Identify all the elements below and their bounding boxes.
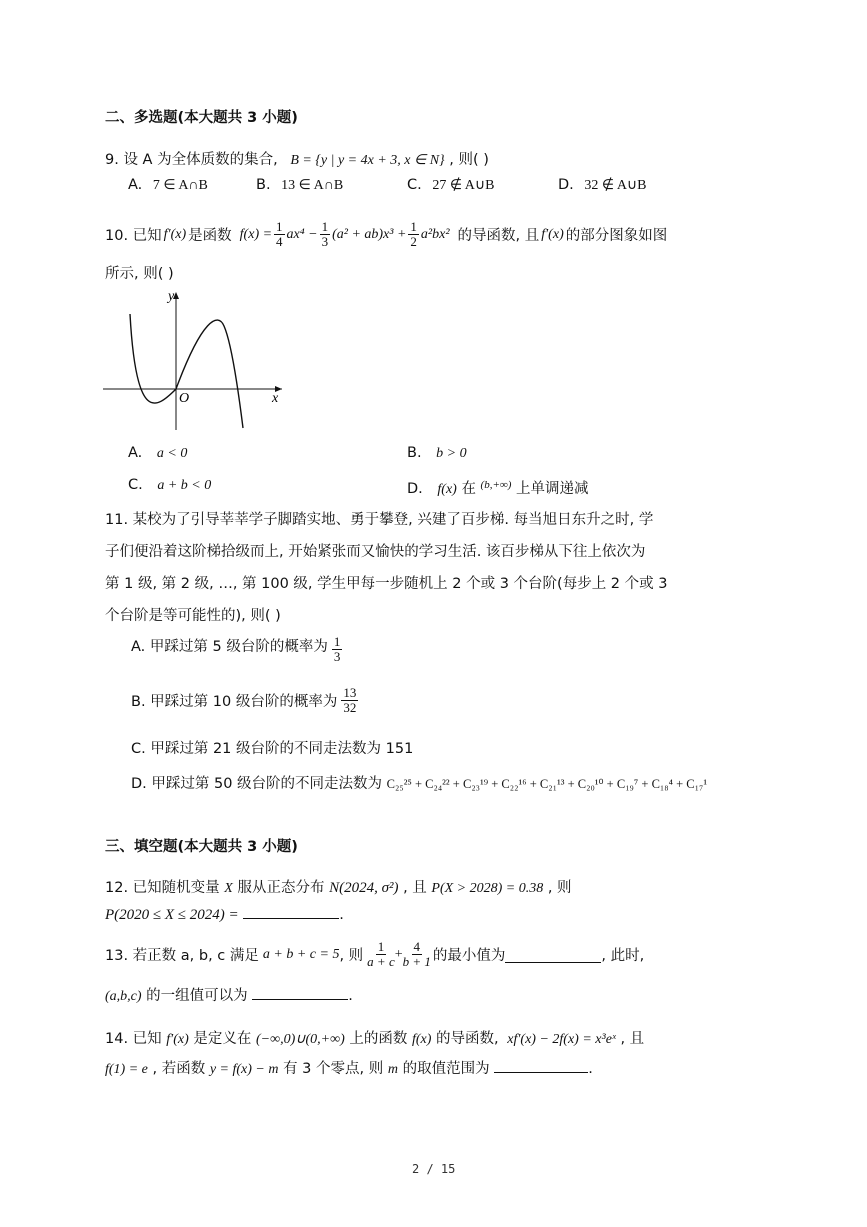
q13-p4: , 此时, (601, 948, 645, 964)
q14-end: . (588, 1061, 593, 1077)
q10-fprime: f′(x) (163, 226, 187, 242)
q9-option-a-expr: 7 ∈ A∩B (152, 178, 208, 193)
q10-frac-3-num: 1 (410, 219, 417, 234)
page-number: 2 / 15 (412, 1162, 456, 1176)
q9-option-d (558, 177, 647, 194)
q10-option-a (128, 445, 187, 462)
q13-line-2 (105, 984, 353, 1005)
q13-line2-text: 的一组值可以为 (146, 988, 248, 1004)
q11-line-3: 第 1 级, 第 2 级, …, 第 100 级, 学生甲每一步随机上 2 个或 3 个台阶(每步上 2 个或 3 (105, 576, 668, 592)
q11-option-b (131, 686, 358, 715)
q12-p1: 12. 已知随机变量 (105, 880, 220, 896)
q11-option-b-text: B. 甲踩过第 10 级台阶的概率为 (131, 694, 338, 710)
q11-option-a-den: 3 (333, 649, 341, 664)
q14-fx: f(x) (411, 1032, 432, 1047)
q13-p1: 13. 若正数 a, b, c 满足 (105, 948, 259, 964)
q9-option-c (407, 177, 494, 194)
q10-option-c (128, 477, 211, 494)
q12-expr: P(2020 ≤ X ≤ 2024) = (105, 907, 239, 923)
q10-derivative-graph (100, 284, 290, 434)
q9-option-c-expr: 27 ∉ A∪B (432, 178, 495, 193)
q13-frac-2 (403, 940, 431, 969)
q9-option-b-expr: 13 ∈ A∩B (281, 178, 344, 193)
q10-frac-2-den: 3 (321, 234, 329, 249)
q10-option-d-label: D. (407, 481, 423, 497)
q14-range-blank[interactable] (494, 1072, 588, 1073)
q14-line2-p3: 的取值范围为 (402, 1061, 490, 1077)
q13-min-blank[interactable] (505, 946, 601, 963)
q10-option-d-interval: (b,+∞) (480, 479, 512, 491)
q14-line-2 (105, 1057, 593, 1078)
q13-frac-2-den: b + 1 (402, 954, 431, 969)
q11-line-4: 个台阶是等可能性的), 则( ) (105, 608, 281, 624)
q13-line-1 (105, 940, 644, 969)
q10-suffix: 的导函数, 且 (457, 228, 540, 244)
q14-p4: 的导函数, (436, 1031, 499, 1047)
q10-fprime-2: f′(x) (541, 226, 564, 242)
q13-tuple-blank[interactable] (252, 999, 348, 1000)
q11-option-c: C. 甲踩过第 21 级台阶的不同走法数为 151 (131, 741, 414, 757)
q12-p4: , 则 (547, 880, 572, 896)
q14-p2: 是定义在 (193, 1031, 252, 1047)
q10-option-b-label: B. (407, 445, 422, 461)
q9-option-a (128, 177, 208, 194)
q9-stem (105, 148, 489, 169)
q11-option-d-expr: C₂₅²⁵ + C₂₄²² + C₂₃¹⁹ + C₂₂¹⁶ + C₂₁¹³ + C₂₀¹⁰ + C₁₉⁷ + C₁₈⁴ + C₁₇¹ (386, 777, 708, 791)
q10-option-a-expr: a < 0 (156, 446, 188, 461)
q11-option-a-text: A. 甲踩过第 5 级台阶的概率为 (131, 639, 328, 655)
q9-option-d-expr: 32 ∉ A∪B (584, 178, 647, 193)
q13-tuple: (a,b,c) (105, 989, 142, 1004)
q14-eq: xf′(x) − 2f(x) = x³eˣ (507, 1032, 616, 1047)
q9-option-a-label: A. (128, 177, 143, 193)
q9-option-c-label: C. (407, 177, 422, 193)
q13-p2: , 则 (339, 948, 364, 964)
q10-prefix: 10. 已知 (105, 228, 162, 244)
q10-func-term2: (a² + ab)x³ + (332, 226, 407, 242)
q11-option-d (131, 772, 707, 793)
q9-tail: , 则( ) (449, 152, 489, 168)
q9-stem-text: 9. 设 A 为全体质数的集合, (105, 152, 278, 168)
q10-func-term1: ax⁴ − (286, 226, 318, 242)
q10-frac-2 (320, 220, 331, 249)
q10-option-d-fx: f(x) (437, 482, 457, 497)
q9-option-b-label: B. (256, 177, 271, 193)
q14-m: m (387, 1062, 398, 1077)
q10-frac-2-num: 1 (321, 219, 329, 234)
q11-option-b-num: 13 (343, 685, 357, 700)
q12-p3: , 且 (403, 880, 427, 896)
q13-cond: a + b + c = 5 (262, 946, 340, 962)
q10-func-lhs: f(x) = (239, 226, 273, 242)
q13-plus: + (394, 946, 403, 962)
q13-frac-1-den: a + c (367, 954, 395, 969)
q14-fprime: f′(x) (166, 1032, 189, 1047)
q10-mid: 是函数 (188, 228, 232, 244)
q11-option-a-frac (332, 635, 343, 664)
q14-line2-p1: , 若函数 (152, 1061, 206, 1077)
section-title-fill-blank: 三、填空题(本大题共 3 小题) (105, 839, 298, 855)
section-title-multi-choice: 二、多选题(本大题共 3 小题) (105, 110, 298, 126)
q12-line-1 (105, 876, 572, 897)
q9-option-b (256, 177, 343, 194)
q13-frac-1 (367, 940, 395, 969)
q9-option-d-label: D. (558, 177, 574, 193)
y-axis-label: y (168, 289, 175, 304)
q12-var: X (224, 881, 233, 896)
q14-domain: (−∞,0)∪(0,+∞) (256, 1032, 345, 1047)
q10-suffix2: 的部分图象如图 (565, 228, 668, 244)
q10-frac-3-den: 2 (410, 234, 417, 249)
q10-option-c-label: C. (128, 477, 143, 493)
q10-option-b (407, 445, 467, 462)
q14-line-1 (105, 1027, 644, 1048)
q14-p3: 上的函数 (349, 1031, 408, 1047)
q14-func: y = f(x) − m (209, 1062, 279, 1077)
q10-frac-1 (274, 220, 285, 249)
q14-cond: f(1) = e (105, 1062, 148, 1077)
q10-option-b-expr: b > 0 (436, 446, 467, 461)
origin-label: O (179, 391, 190, 406)
q10-option-d-tail: 上单调递减 (516, 481, 589, 497)
q10-option-a-label: A. (128, 445, 143, 461)
q11-option-a-num: 1 (333, 634, 341, 649)
q12-answer-blank[interactable] (243, 918, 339, 919)
q11-line-2: 子们便沿着这阶梯拾级而上, 开始紧张而又愉快的学习生活. 该百步梯从下往上依次为 (105, 544, 646, 560)
q10-frac-1-den: 4 (276, 234, 283, 249)
q10-line2: 所示, 则( ) (105, 266, 174, 282)
q10-option-d (407, 477, 589, 498)
q12-end: . (339, 907, 344, 923)
q10-frac-1-num: 1 (276, 219, 283, 234)
q9-set-b: B = {y | y = 4x + 3, x ∈ N} (290, 153, 445, 168)
q10-option-c-expr: a + b < 0 (157, 478, 212, 493)
q10-option-d-mid: 在 (461, 481, 476, 497)
q13-p3: 的最小值为 (432, 948, 506, 964)
q12-cond: P(X > 2028) = 0.38 (431, 881, 544, 896)
fprime-curve (130, 314, 243, 428)
x-axis-label: x (272, 391, 279, 406)
q10-func-term3: a²bx² (420, 226, 450, 242)
q13-frac-1-num: 1 (377, 939, 385, 954)
q12-line-2 (105, 907, 344, 924)
q14-p5: , 且 (620, 1031, 645, 1047)
q11-option-d-text: D. 甲踩过第 50 级台阶的不同走法数为 (131, 776, 383, 792)
q14-p1: 14. 已知 (105, 1031, 162, 1047)
q11-line-1: 11. 某校为了引导莘莘学子脚踏实地、勇于攀登, 兴建了百步梯. 每当旭日东升之时, 学 (105, 512, 654, 528)
q13-frac-2-num: 4 (413, 939, 421, 954)
q11-option-b-den: 32 (343, 700, 357, 715)
q11-option-b-frac (341, 686, 358, 715)
q10-frac-3 (408, 220, 419, 249)
q12-dist: N(2024, σ²) (329, 880, 399, 896)
q11-option-a (131, 635, 342, 664)
q10-stem (105, 220, 667, 249)
q14-line2-p2: 有 3 个零点, 则 (283, 1061, 384, 1077)
q12-p2: 服从正态分布 (237, 880, 325, 896)
q13-end: . (348, 988, 353, 1004)
